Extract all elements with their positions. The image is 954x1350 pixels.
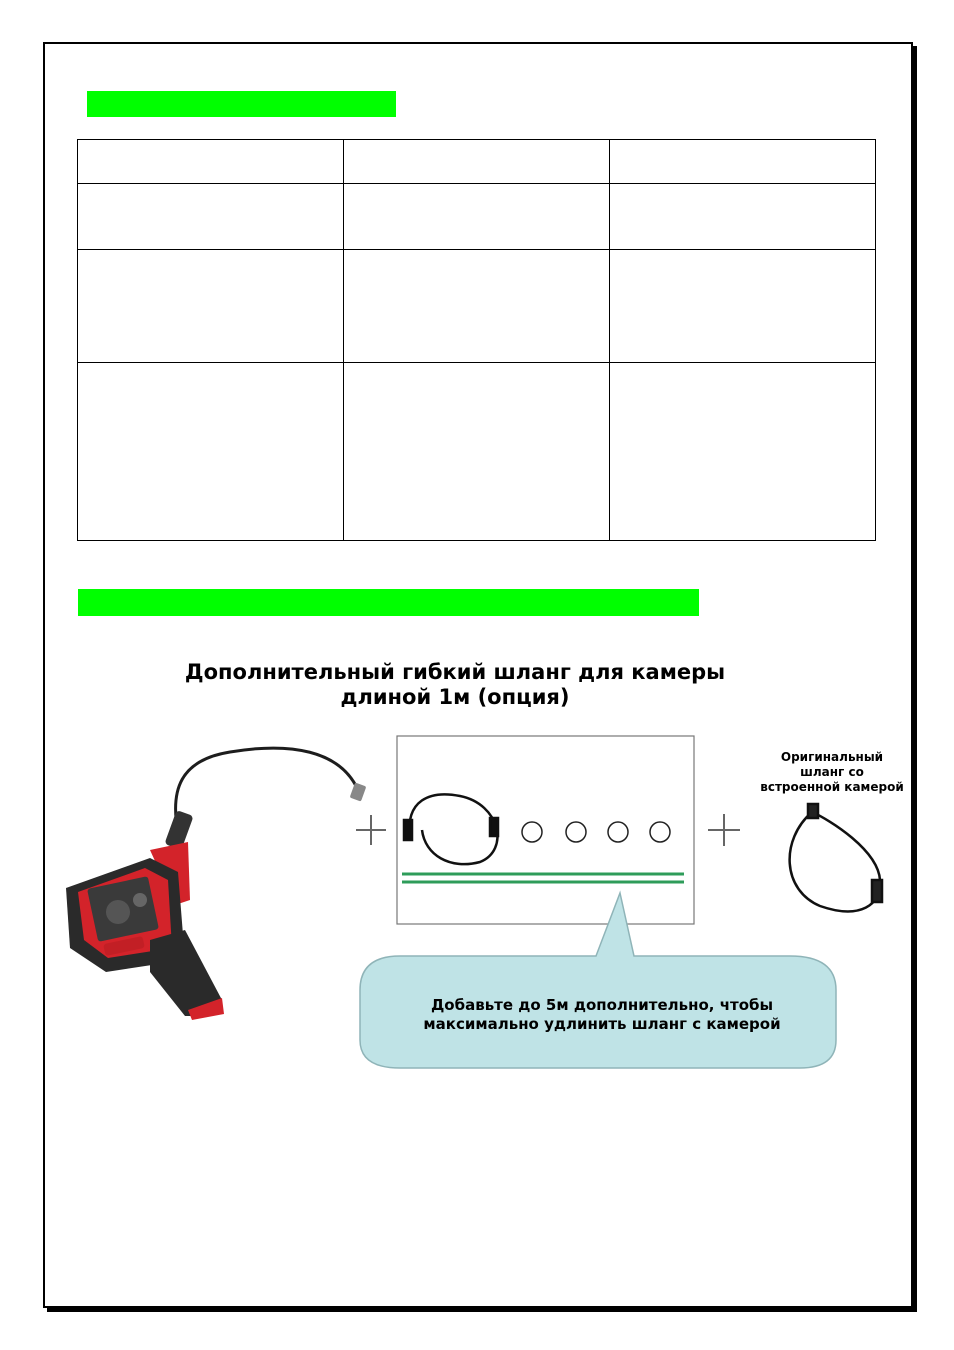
bubble-text: [372, 996, 832, 1034]
bubble-line-2: максимально удлинить шланг с камерой: [423, 1015, 781, 1033]
plus-icon: [708, 814, 740, 846]
borescope-camera-icon: [66, 748, 366, 1020]
original-hose-label-line-1: Оригинальный: [780, 750, 884, 764]
original-hose-label: [752, 750, 912, 795]
original-hose-label-line-3: встроенной камерой: [760, 780, 904, 794]
original-hose-icon: [790, 804, 882, 911]
heading-line-1: Дополнительный гибкий шланг для камеры: [184, 660, 726, 684]
plus-icon: [356, 815, 386, 845]
original-hose-label-line-2: шланг со: [800, 765, 864, 779]
bubble-line-1: Добавьте до 5м дополнительно, чтобы: [430, 996, 774, 1014]
heading-line-2: длиной 1м (опция): [340, 685, 570, 709]
